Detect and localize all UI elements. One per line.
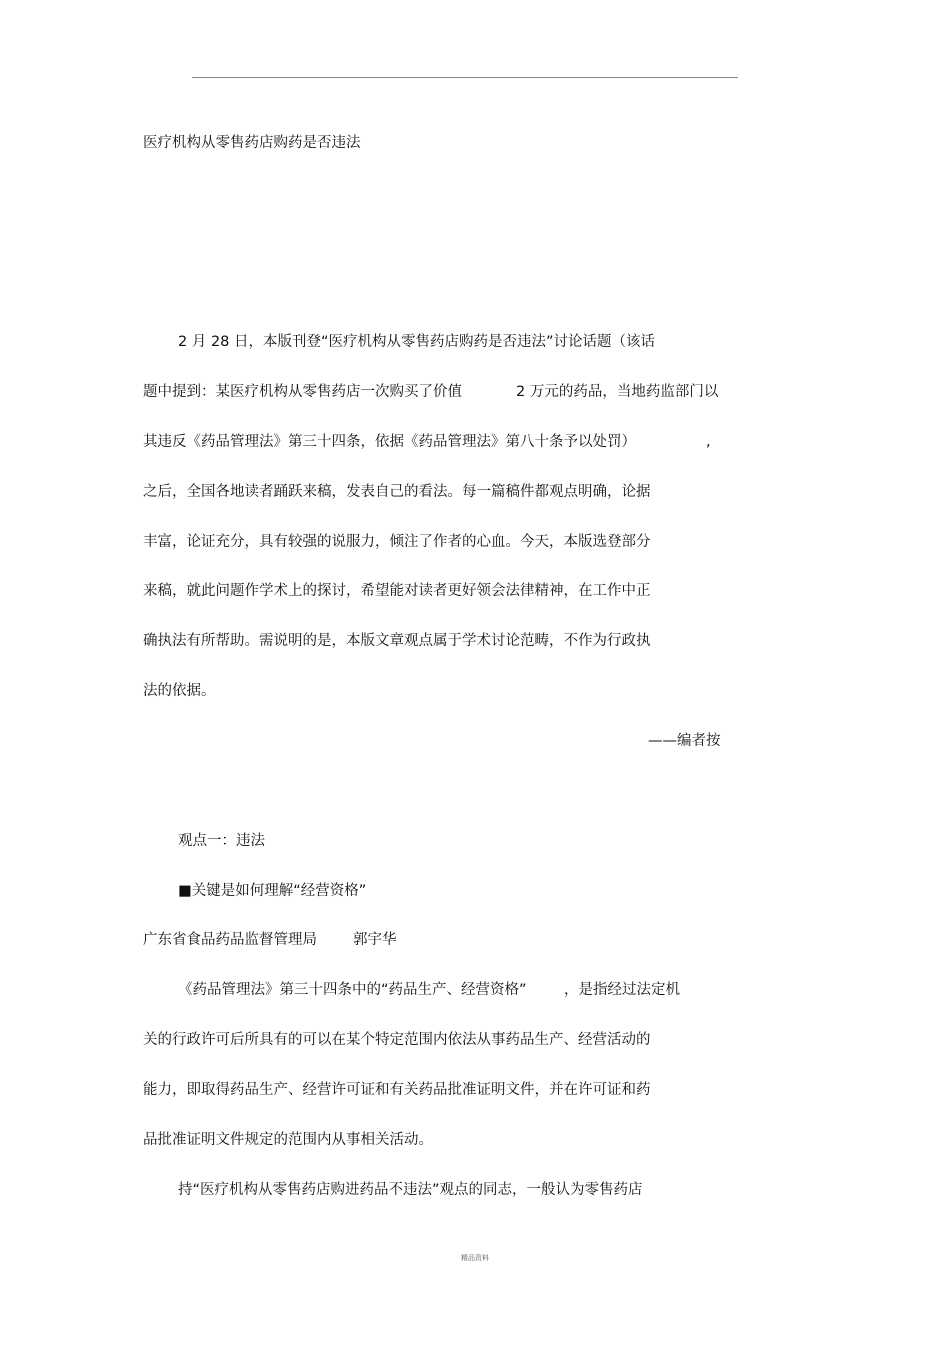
editor-note-line-7: 确执法有所帮助。需说明的是，本版文章观点属于学术讨论范畴，不作为行政执 — [143, 633, 651, 649]
editor-note-signature: ——编者按 — [648, 733, 721, 749]
viewpoint-heading: 观点一：违法 — [178, 833, 265, 849]
editor-note-line-4: 之后，全国各地读者踊跃来稿，发表自己的看法。每一篇稿件都观点明确，论据 — [143, 484, 651, 500]
body-line-5: 持“医疗机构从零售药店购进药品不违法”观点的同志，一般认为零售药店 — [178, 1182, 643, 1198]
editor-note-line-3a: 其违反《药品管理法》第三十四条，依据《药品管理法》第八十条予以处罚） — [143, 434, 636, 450]
document-title: 医疗机构从零售药店购药是否违法 — [143, 135, 361, 151]
header-rule — [192, 77, 738, 78]
page-footer: 精品资料 — [461, 1254, 489, 1262]
editor-note-line-2a: 题中提到：某医疗机构从零售药店一次购买了价值 — [143, 384, 462, 400]
body-line-3: 能力，即取得药品生产、经营许可证和有关药品批准证明文件，并在许可证和药 — [143, 1082, 651, 1098]
editor-note-line-6: 来稿，就此问题作学术上的探讨，希望能对读者更好领会法律精神，在工作中正 — [143, 583, 651, 599]
editor-note-line-5: 丰富，论证充分，具有较强的说服力，倾注了作者的心血。今天，本版选登部分 — [143, 534, 651, 550]
editor-note-line-3b: , — [706, 434, 711, 450]
author-name: 郭宇华 — [353, 932, 397, 948]
editor-note-line-2b: 2 万元的药品，当地药监部门以 — [516, 384, 719, 400]
viewpoint-subheading: ■关键是如何理解“经营资格” — [178, 883, 367, 899]
editor-note-line-8: 法的依据。 — [143, 683, 216, 699]
body-line-4: 品批准证明文件规定的范围内从事相关活动。 — [143, 1132, 433, 1148]
author-organization: 广东省食品药品监督管理局 — [143, 932, 317, 948]
body-line-2: 关的行政许可后所具有的可以在某个特定范围内依法从事药品生产、经营活动的 — [143, 1032, 651, 1048]
body-line-1b: ，是指经过法定机 — [564, 982, 680, 998]
editor-note-line-1: 2 月 28 日，本版刊登“医疗机构从零售药店购药是否违法”讨论话题（该话 — [178, 334, 656, 350]
body-line-1a: 《药品管理法》第三十四条中的“药品生产、经营资格” — [178, 982, 527, 998]
